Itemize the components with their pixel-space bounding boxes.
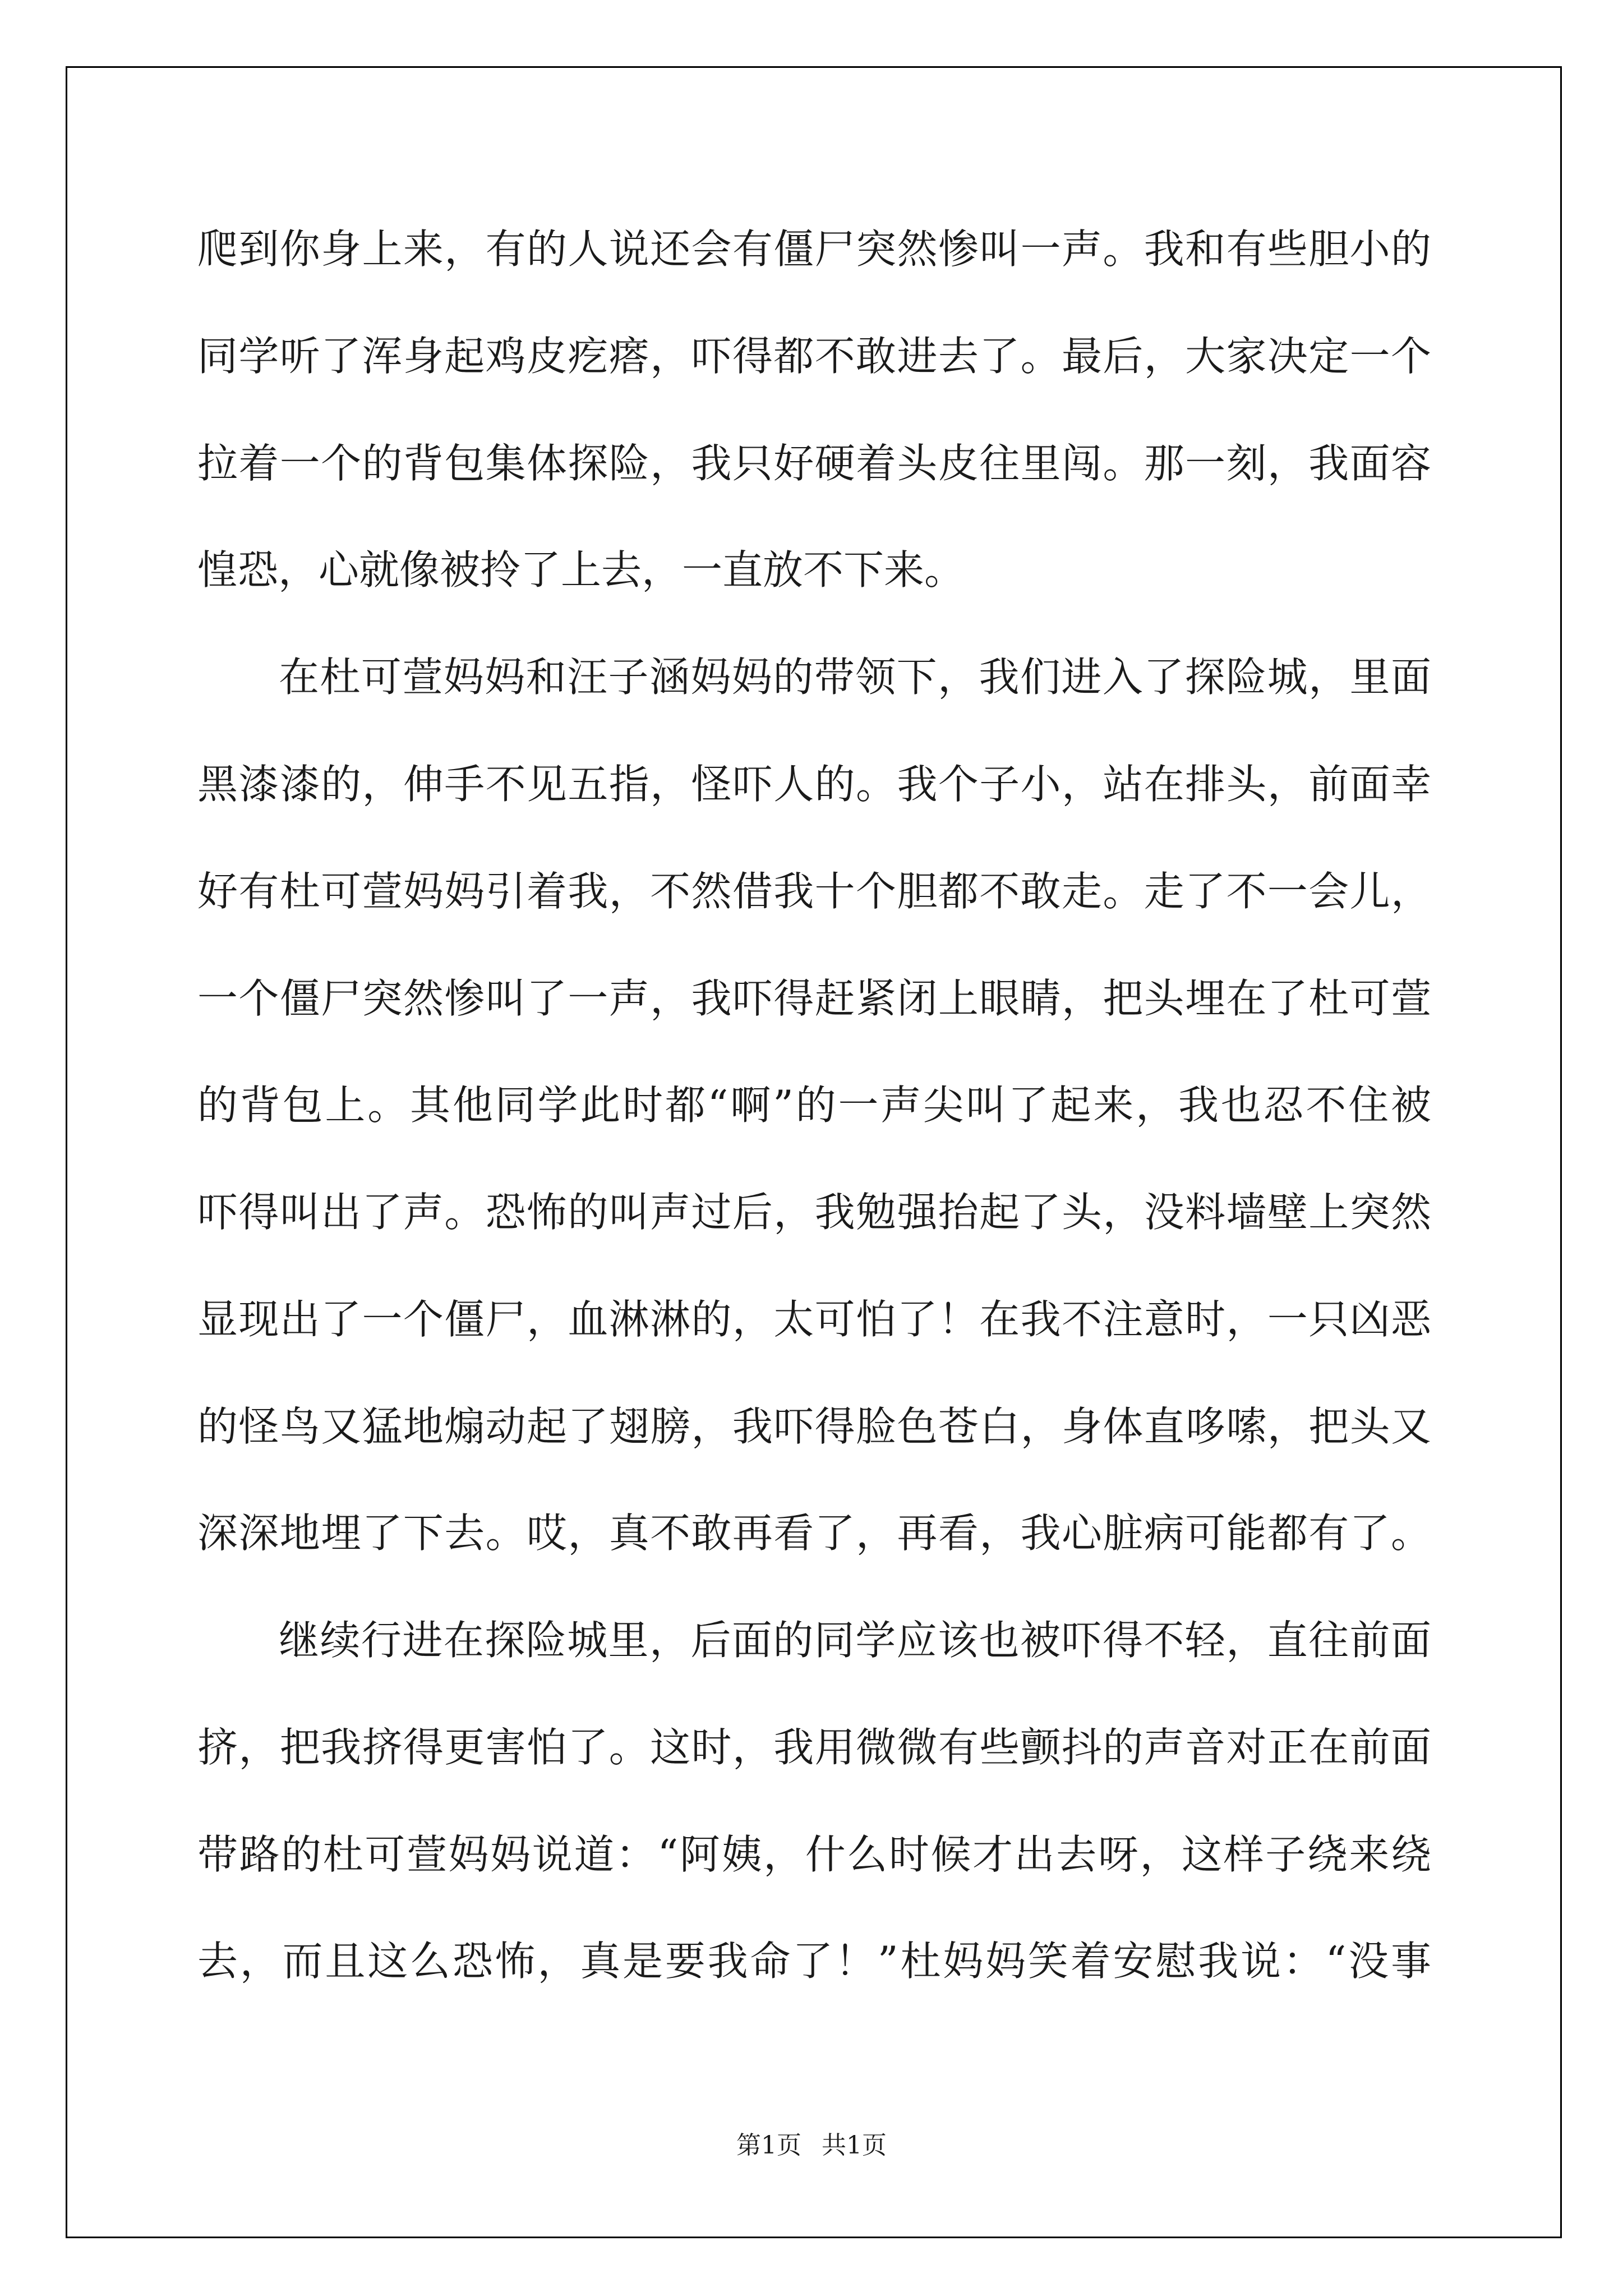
text-line: 显现出了一个僵尸，血淋淋的，太可怕了！在我不注意时，一只凶恶: [197, 1296, 1431, 1343]
text-line: 带路的杜可萱妈妈说道：“阿姨，什么时候才出去呀，这样子绕来绕: [197, 1831, 1431, 1878]
text-line: 一个僵尸突然惨叫了一声，我吓得赶紧闭上眼睛，把头埋在了杜可萱: [197, 975, 1431, 1022]
text-line: 拉着一个的背包集体探险，我只好硬着头皮往里闯。那一刻，我面容: [197, 440, 1431, 487]
text-line: 同学听了浑身起鸡皮疙瘩，吓得都不敢进去了。最后，大家决定一个: [197, 333, 1431, 380]
text-line: 吓得叫出了声。恐怖的叫声过后，我勉强抬起了头，没料墙壁上突然: [197, 1189, 1431, 1236]
page-footer: [0, 2126, 1623, 2165]
text-line: 好有杜可萱妈妈引着我，不然借我十个胆都不敢走。走了不一会儿，: [197, 868, 1431, 915]
page-number: 第1页: [736, 2131, 801, 2160]
text-line: 爬到你身上来，有的人说还会有僵尸突然惨叫一声。我和有些胆小的: [197, 226, 1431, 273]
text-line: 的怪鸟又猛地煽动起了翅膀，我吓得脸色苍白，身体直哆嗦，把头又: [197, 1403, 1431, 1450]
paragraph-start-line: 在杜可萱妈妈和汪子涵妈妈的带领下，我们进入了探险城，里面: [279, 654, 1431, 701]
total-pages: 共1页: [822, 2131, 887, 2160]
text-line: 去，而且这么恐怖，真是要我命了！”杜妈妈笑着安慰我说：“没事: [197, 1938, 1431, 1985]
text-line: 挤，把我挤得更害怕了。这时，我用微微有些颤抖的声音对正在前面: [197, 1724, 1431, 1771]
paragraph-start-line: 继续行进在探险城里，后面的同学应该也被吓得不轻，直往前面: [279, 1617, 1431, 1664]
text-line: 黑漆漆的，伸手不见五指，怪吓人的。我个子小，站在排头，前面幸: [197, 761, 1431, 808]
text-line: 的背包上。其他同学此时都“啊”的一声尖叫了起来，我也忍不住被: [197, 1082, 1431, 1129]
text-line: 深深地埋了下去。哎，真不敢再看了，再看，我心脏病可能都有了。: [197, 1510, 1431, 1557]
text-line: 惶恐，心就像被拎了上去，一直放不下来。: [197, 546, 965, 593]
